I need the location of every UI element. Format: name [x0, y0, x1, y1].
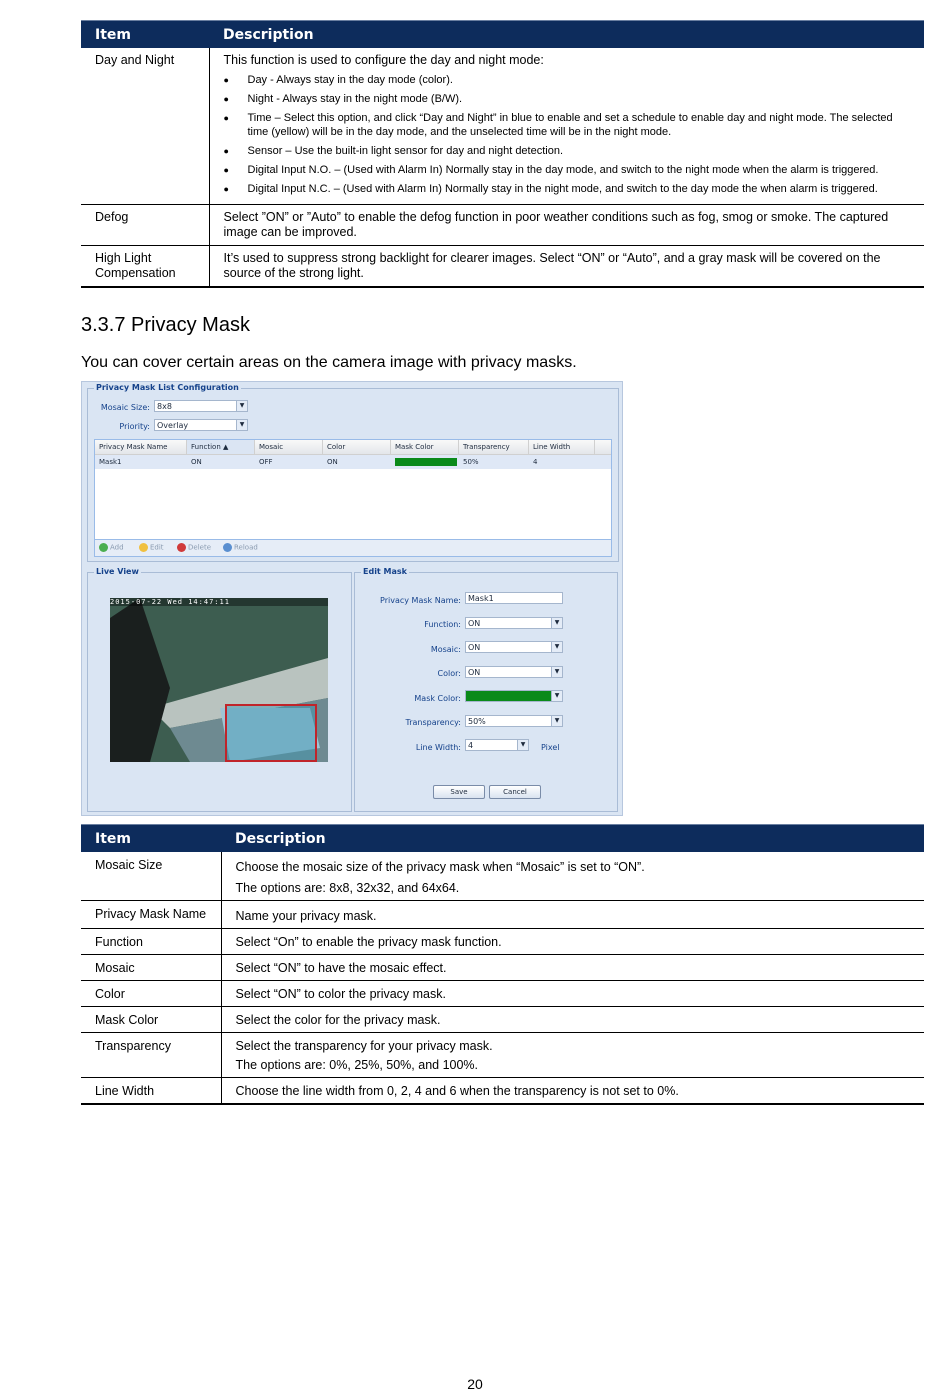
- priority-select[interactable]: [154, 419, 248, 431]
- cancel-button[interactable]: Cancel: [489, 785, 541, 799]
- row-description: Name your privacy mask.: [221, 901, 924, 929]
- chevron-down-icon: ▼: [517, 740, 528, 750]
- chevron-down-icon: ▼: [551, 691, 562, 701]
- function-label: Function:: [424, 620, 461, 629]
- header-item: Item: [81, 825, 221, 853]
- row-item: Mask Color: [81, 1007, 221, 1033]
- chevron-down-icon: ▼: [551, 642, 562, 652]
- cell-transparency: 50%: [463, 458, 479, 466]
- edit-mask-panel: [354, 567, 618, 812]
- button-label: Delete: [188, 543, 211, 552]
- table-row[interactable]: [95, 455, 611, 469]
- list-item: ● Night - Always stay in the night mode (B/W).: [224, 92, 911, 106]
- row-item: Color: [81, 981, 221, 1007]
- grid-header: [95, 440, 611, 455]
- page-number: 20: [467, 1376, 483, 1392]
- delete-icon: [177, 543, 186, 552]
- row-description: Select ”ON” or ”Auto” to enable the defog function in poor weather conditions such as fog, smog or smoke. The captured image can be improved.: [209, 205, 924, 246]
- live-view-panel: [87, 567, 352, 812]
- panel-title: Edit Mask: [363, 567, 407, 576]
- edit-button[interactable]: [139, 543, 164, 552]
- col-header[interactable]: Line Width: [529, 440, 595, 454]
- reload-button[interactable]: [223, 543, 258, 552]
- row-item: Function: [81, 929, 221, 955]
- cell-function: ON: [191, 458, 202, 466]
- line-width-unit: Pixel: [541, 743, 560, 752]
- panel-title: Live View: [96, 567, 139, 576]
- list-item: ● Day - Always stay in the day mode (color).: [224, 73, 911, 87]
- row-description: Choose the line width from 0, 2, 4 and 6 when the transparency is not set to 0%.: [221, 1078, 924, 1105]
- col-header[interactable]: Function ▲: [187, 440, 255, 454]
- row-description: It’s used to suppress strong backlight for clearer images. Select “ON” or “Auto”, and a gray mask will be covered on the source of the strong light.: [209, 246, 924, 288]
- mask-name-input[interactable]: Mask1: [465, 592, 563, 604]
- privacy-mask-settings-table: [81, 824, 924, 1105]
- list-item: ● Digital Input N.O. – (Used with Alarm In) Normally stay in the day mode, and switch to the night mode when the alarm is triggered.: [224, 163, 911, 177]
- item-line: Compensation: [95, 266, 176, 280]
- mask-list-grid: [94, 439, 612, 557]
- mosaic-size-select[interactable]: [154, 400, 248, 412]
- color-label: Color:: [437, 669, 461, 678]
- cell-color: ON: [327, 458, 338, 466]
- line-width-label: Line Width:: [415, 743, 461, 752]
- item-line: High Light: [95, 251, 152, 265]
- desc-line: Choose the mosaic size of the privacy mask when “Mosaic” is set to “ON”.: [235, 860, 645, 874]
- list-item: ● Time – Select this option, and click “Day and Night” in blue to enable and set a schedule to enable day and night mode. The selected time (yellow) will be in the day mode, and the unselected time will be in the night mode.: [224, 111, 911, 139]
- header-item: Item: [81, 21, 209, 49]
- delete-button[interactable]: [177, 543, 211, 552]
- add-button[interactable]: [99, 543, 124, 552]
- privacy-mask-region[interactable]: [225, 704, 317, 762]
- transparency-select[interactable]: [465, 715, 563, 727]
- row-item: Line Width: [81, 1078, 221, 1105]
- priority-label: Priority:: [119, 422, 150, 431]
- mask-name-label: Privacy Mask Name:: [380, 596, 461, 605]
- chevron-down-icon: ▼: [551, 667, 562, 677]
- camera-image[interactable]: [110, 598, 328, 762]
- header-description: Description: [221, 825, 924, 853]
- row-description: [221, 852, 924, 901]
- table-row: [81, 48, 924, 205]
- table-row: [81, 246, 924, 288]
- table-header: [81, 21, 924, 49]
- row-description: [209, 48, 924, 205]
- list-config-panel: [87, 383, 619, 562]
- row-item: Defog: [81, 205, 209, 246]
- row-item: Day and Night: [81, 48, 209, 205]
- button-label: Reload: [234, 543, 258, 552]
- description-intro: This function is used to configure the day and night mode:: [223, 53, 544, 67]
- table-row: [81, 901, 924, 929]
- col-header[interactable]: Mosaic: [255, 440, 323, 454]
- select-value: ON: [468, 619, 481, 628]
- select-value: Overlay: [157, 421, 189, 430]
- row-item: Mosaic: [81, 955, 221, 981]
- row-description: Select the color for the privacy mask.: [221, 1007, 924, 1033]
- select-value: 4: [468, 741, 474, 750]
- select-value: 8x8: [157, 402, 172, 411]
- table-row: [81, 955, 924, 981]
- row-description: Select “On” to enable the privacy mask function.: [221, 929, 924, 955]
- header-description: Description: [209, 21, 924, 49]
- save-button[interactable]: Save: [433, 785, 485, 799]
- table-row: [81, 205, 924, 246]
- row-item: Mosaic Size: [81, 852, 221, 901]
- col-header[interactable]: Transparency: [459, 440, 529, 454]
- cell-mask-color-swatch: [395, 458, 457, 466]
- chevron-down-icon: ▼: [236, 401, 247, 411]
- list-item: ● Digital Input N.C. – (Used with Alarm In) Normally stay in the night mode, and switch to the day mode the when alarm is triggered.: [224, 182, 911, 196]
- desc-line: Select the transparency for your privacy mask.: [235, 1039, 493, 1053]
- section-intro: You can cover certain areas on the camera image with privacy masks.: [81, 354, 577, 371]
- select-value: ON: [468, 643, 481, 652]
- mask-color-label: Mask Color:: [414, 694, 461, 703]
- timestamp-overlay: 2015-07-22 Wed 14:47:11: [110, 598, 328, 606]
- row-item: Transparency: [81, 1033, 221, 1078]
- table-header: [81, 825, 924, 853]
- row-item: [81, 246, 209, 288]
- row-description: Select “ON” to color the privacy mask.: [221, 981, 924, 1007]
- cell-name: Mask1: [99, 458, 122, 466]
- row-description: [221, 1033, 924, 1078]
- col-header[interactable]: Privacy Mask Name: [95, 440, 187, 454]
- button-label: Add: [110, 543, 124, 552]
- table-row: [81, 929, 924, 955]
- desc-line: The options are: 8x8, 32x32, and 64x64.: [235, 881, 460, 895]
- privacy-mask-screenshot: [81, 381, 623, 816]
- reload-icon: [223, 543, 232, 552]
- mask-color-picker[interactable]: [465, 690, 563, 702]
- mosaic-select[interactable]: [465, 641, 563, 653]
- chevron-down-icon: ▼: [236, 420, 247, 430]
- table-row: [81, 852, 924, 901]
- edit-icon: [139, 543, 148, 552]
- add-icon: [99, 543, 108, 552]
- chevron-down-icon: ▼: [551, 716, 562, 726]
- cell-line-width: 4: [533, 458, 538, 466]
- line-width-select[interactable]: [465, 739, 529, 751]
- select-value: 50%: [468, 717, 486, 726]
- select-value: ON: [468, 668, 481, 677]
- col-header[interactable]: Mask Color: [391, 440, 459, 454]
- day-night-settings-table: [81, 20, 924, 288]
- section-title: 3.3.7 Privacy Mask: [81, 314, 250, 336]
- col-header[interactable]: Color: [323, 440, 391, 454]
- mode-bullet-list: [224, 73, 911, 196]
- table-row: [81, 1078, 924, 1105]
- function-select[interactable]: [465, 617, 563, 629]
- list-item: ● Sensor – Use the built-in light sensor for day and night detection.: [224, 144, 911, 158]
- chevron-down-icon: ▼: [551, 618, 562, 628]
- row-item: Privacy Mask Name: [81, 901, 221, 929]
- cell-mosaic: OFF: [259, 458, 273, 466]
- panel-title: Privacy Mask List Configuration: [96, 383, 239, 392]
- table-row: [81, 981, 924, 1007]
- desc-line: The options are: 0%, 25%, 50%, and 100%.: [235, 1058, 479, 1072]
- table-row: [81, 1007, 924, 1033]
- mosaic-label: Mosaic:: [430, 645, 461, 654]
- row-description: Select “ON” to have the mosaic effect.: [221, 955, 924, 981]
- transparency-label: Transparency:: [405, 718, 461, 727]
- mosaic-size-label: Mosaic Size:: [100, 403, 150, 412]
- grid-toolbar: [95, 539, 611, 556]
- color-select[interactable]: [465, 666, 563, 678]
- button-label: Edit: [150, 543, 164, 552]
- table-row: [81, 1033, 924, 1078]
